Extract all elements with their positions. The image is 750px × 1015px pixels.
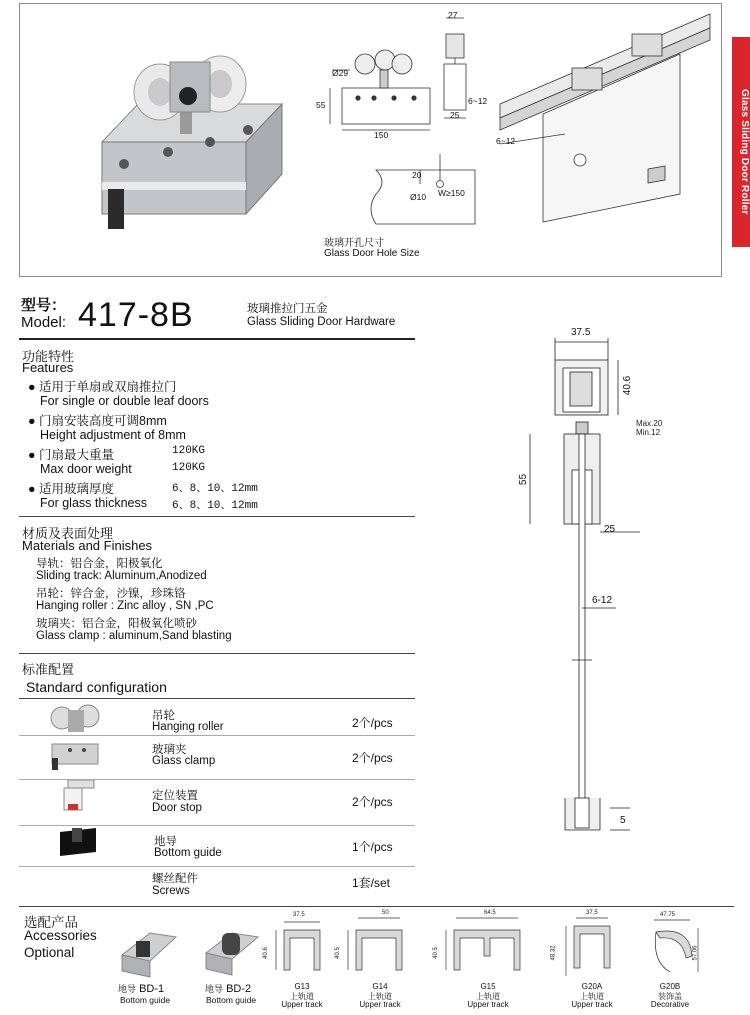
roller-front-drawing	[330, 50, 430, 130]
config-en: Glass clamp	[152, 755, 216, 767]
feature-en: Height adjustment of 8mm	[40, 428, 186, 442]
track-cn: 上轨道	[580, 992, 604, 1001]
config-qty: 2个/pcs	[352, 751, 393, 765]
divider	[19, 338, 415, 340]
dim-label: Ø29	[332, 68, 349, 78]
config-qty: 1个/pcs	[352, 840, 393, 854]
track-en: Upper track	[359, 1000, 401, 1009]
dim-label: 37.5	[571, 327, 591, 338]
dim-label: 55	[518, 473, 530, 486]
feature-en: For single or double leaf doors	[40, 394, 209, 408]
divider	[19, 735, 415, 736]
hero-panel	[19, 3, 722, 277]
dim-label: 5	[620, 815, 626, 826]
config-cn: 玻璃夹	[152, 744, 187, 756]
dim-label: 25	[604, 524, 616, 535]
track-w: 37.5	[586, 910, 598, 916]
acc-code: BD-1	[139, 983, 165, 995]
divider	[19, 779, 415, 780]
feature-cn: 适用玻璃厚度	[39, 482, 115, 496]
config-title-cn: 标准配置	[22, 662, 75, 677]
section-drawing	[520, 330, 680, 840]
material-line: Hanging roller : Zinc alloy , SN ,PC	[36, 600, 214, 612]
feature-cn: 门扇最大重量	[39, 448, 115, 462]
config-title-en: Standard configuration	[26, 679, 167, 695]
features-title-en: Features	[22, 360, 74, 375]
feature-bullet: ● 门扇安装高度可调8mm	[28, 414, 167, 428]
config-en: Hanging roller	[152, 721, 224, 733]
track-cn: 上轨道	[368, 992, 392, 1001]
hole-title-en: Glass Door Hole Size	[324, 248, 420, 259]
feature-en: Max door weight	[40, 462, 132, 476]
material-line: 导轨：铝合金，阳极氧化	[36, 558, 163, 570]
materials-title-en: Materials and Finishes	[22, 538, 153, 553]
model-number: 417-8B	[78, 296, 194, 334]
acc-bd1-label	[118, 982, 164, 995]
acc-title-en1: Accessories	[24, 928, 97, 943]
divider	[19, 698, 415, 699]
dim-label: Ø10	[410, 192, 427, 202]
material-line: Glass clamp : aluminum,Sand blasting	[36, 630, 232, 642]
track-w: 64.5	[484, 910, 496, 916]
config-qty: 2个/pcs	[352, 716, 393, 730]
dim-label: Min.12	[636, 428, 661, 437]
acc-code-cn: 地导	[118, 984, 137, 994]
dim-label: 55	[316, 100, 326, 110]
config-cn: 定位装置	[152, 790, 198, 802]
acc-bd1-en: Bottom guide	[120, 995, 171, 1005]
divider	[19, 516, 415, 517]
acc-bd2-label	[205, 982, 251, 995]
feature-en: For glass thickness	[40, 496, 147, 510]
acc-code-cn: 地导	[205, 984, 224, 994]
model-label-cn: 型号：	[21, 297, 67, 314]
track-h: 40.5	[334, 947, 341, 959]
door-stop-image	[64, 780, 94, 810]
track-cn: 上轨道	[476, 992, 500, 1001]
track-h: 40.5	[432, 947, 439, 959]
material-line: 玻璃夹：铝合金，阳极氧化喷砂	[36, 618, 197, 630]
divider	[19, 906, 734, 907]
track-code: G20A	[581, 982, 603, 991]
track-code: G13	[294, 982, 310, 991]
track-en: Upper track	[281, 1000, 323, 1009]
feature-val: 120KG	[172, 445, 206, 457]
model-desc-cn: 玻璃推拉门五金	[247, 303, 328, 315]
features-title-cn: 功能特性	[22, 349, 75, 364]
feature-val: 120KG	[172, 462, 206, 474]
feature-bullet: ● 门扇最大重量	[28, 448, 115, 462]
material-line: 吊轮：锌合金，沙镍，珍珠铬	[36, 588, 186, 600]
divider	[19, 866, 415, 867]
materials-title-cn: 材质及表面处理	[22, 526, 114, 541]
acc-code: BD-2	[226, 983, 252, 995]
dim-label: 20	[412, 170, 422, 180]
side-tab	[732, 37, 750, 247]
dim-label: W≥150	[438, 188, 465, 198]
track-h: 57.06	[692, 945, 699, 961]
config-qty: 2个/pcs	[352, 795, 393, 809]
feature-bullet: ● 适用于单扇或双扇推拉门	[28, 380, 177, 394]
dim-label: 6~12	[496, 136, 516, 146]
dim-label: 6-12	[592, 595, 613, 606]
dim-label: 150	[374, 130, 389, 140]
dim-label: Max.20	[636, 419, 663, 428]
track-h: 40.6	[262, 947, 269, 959]
track-w: 50	[382, 910, 389, 916]
feature-val: 6、8、10、12mm	[172, 483, 258, 495]
feature-cn: 适用于单扇或双扇推拉门	[39, 380, 177, 394]
dim-label: 27	[448, 10, 458, 20]
track-code: G20B	[659, 982, 681, 991]
config-en: Bottom guide	[154, 847, 222, 859]
bd1-image	[122, 933, 176, 977]
config-en: Door stop	[152, 802, 202, 814]
track-w: 47.75	[660, 912, 676, 918]
hole-title-cn: 玻璃开孔尺寸	[324, 238, 384, 249]
track-en: Decorative	[650, 1000, 690, 1009]
clamp-side-drawing	[444, 18, 466, 118]
acc-bd2-en: Bottom guide	[206, 995, 257, 1005]
feature-cn: 门扇安装高度可调8mm	[39, 414, 167, 428]
config-cn: 吊轮	[152, 710, 175, 722]
config-cn: 地导	[154, 836, 177, 848]
config-en: Screws	[152, 885, 190, 897]
model-label-en: Model:	[21, 314, 67, 331]
track-en: Upper track	[467, 1000, 509, 1009]
side-tab-label: Glass Sliding Door Roller	[739, 89, 750, 215]
track-en: Upper track	[571, 1000, 613, 1009]
bottom-guide-image	[60, 828, 96, 856]
track-cn: 装饰盖	[658, 992, 682, 1001]
model-desc-en: Glass Sliding Door Hardware	[247, 316, 396, 328]
divider	[19, 653, 415, 654]
config-images	[40, 700, 120, 868]
roller-product-image	[102, 56, 282, 229]
track-code: G14	[372, 982, 388, 991]
dim-label: 25	[450, 110, 460, 120]
hanging-roller-image	[51, 705, 99, 732]
track-door-assembly	[500, 14, 710, 222]
material-line: Sliding track: Aluminum,Anodized	[36, 570, 207, 582]
acc-title-en2: Optional	[24, 945, 75, 960]
feature-bullet: ● 适用玻璃厚度	[28, 482, 115, 496]
config-cn: 螺丝配件	[152, 873, 198, 885]
accessory-images	[110, 915, 270, 985]
glass-clamp-image	[52, 744, 98, 770]
acc-title-cn: 选配产品	[24, 915, 78, 930]
bd2-image	[206, 933, 258, 975]
dim-label: 40.6	[622, 375, 634, 396]
feature-val: 6、8、10、12mm	[172, 500, 258, 512]
divider	[19, 825, 415, 826]
config-qty: 1套/set	[352, 876, 391, 890]
track-h: 48.32	[550, 945, 557, 961]
track-cn: 上轨道	[290, 992, 314, 1001]
track-code: G15	[480, 982, 496, 991]
track-w: 37.5	[293, 912, 305, 918]
dim-label: 6~12	[468, 96, 488, 106]
